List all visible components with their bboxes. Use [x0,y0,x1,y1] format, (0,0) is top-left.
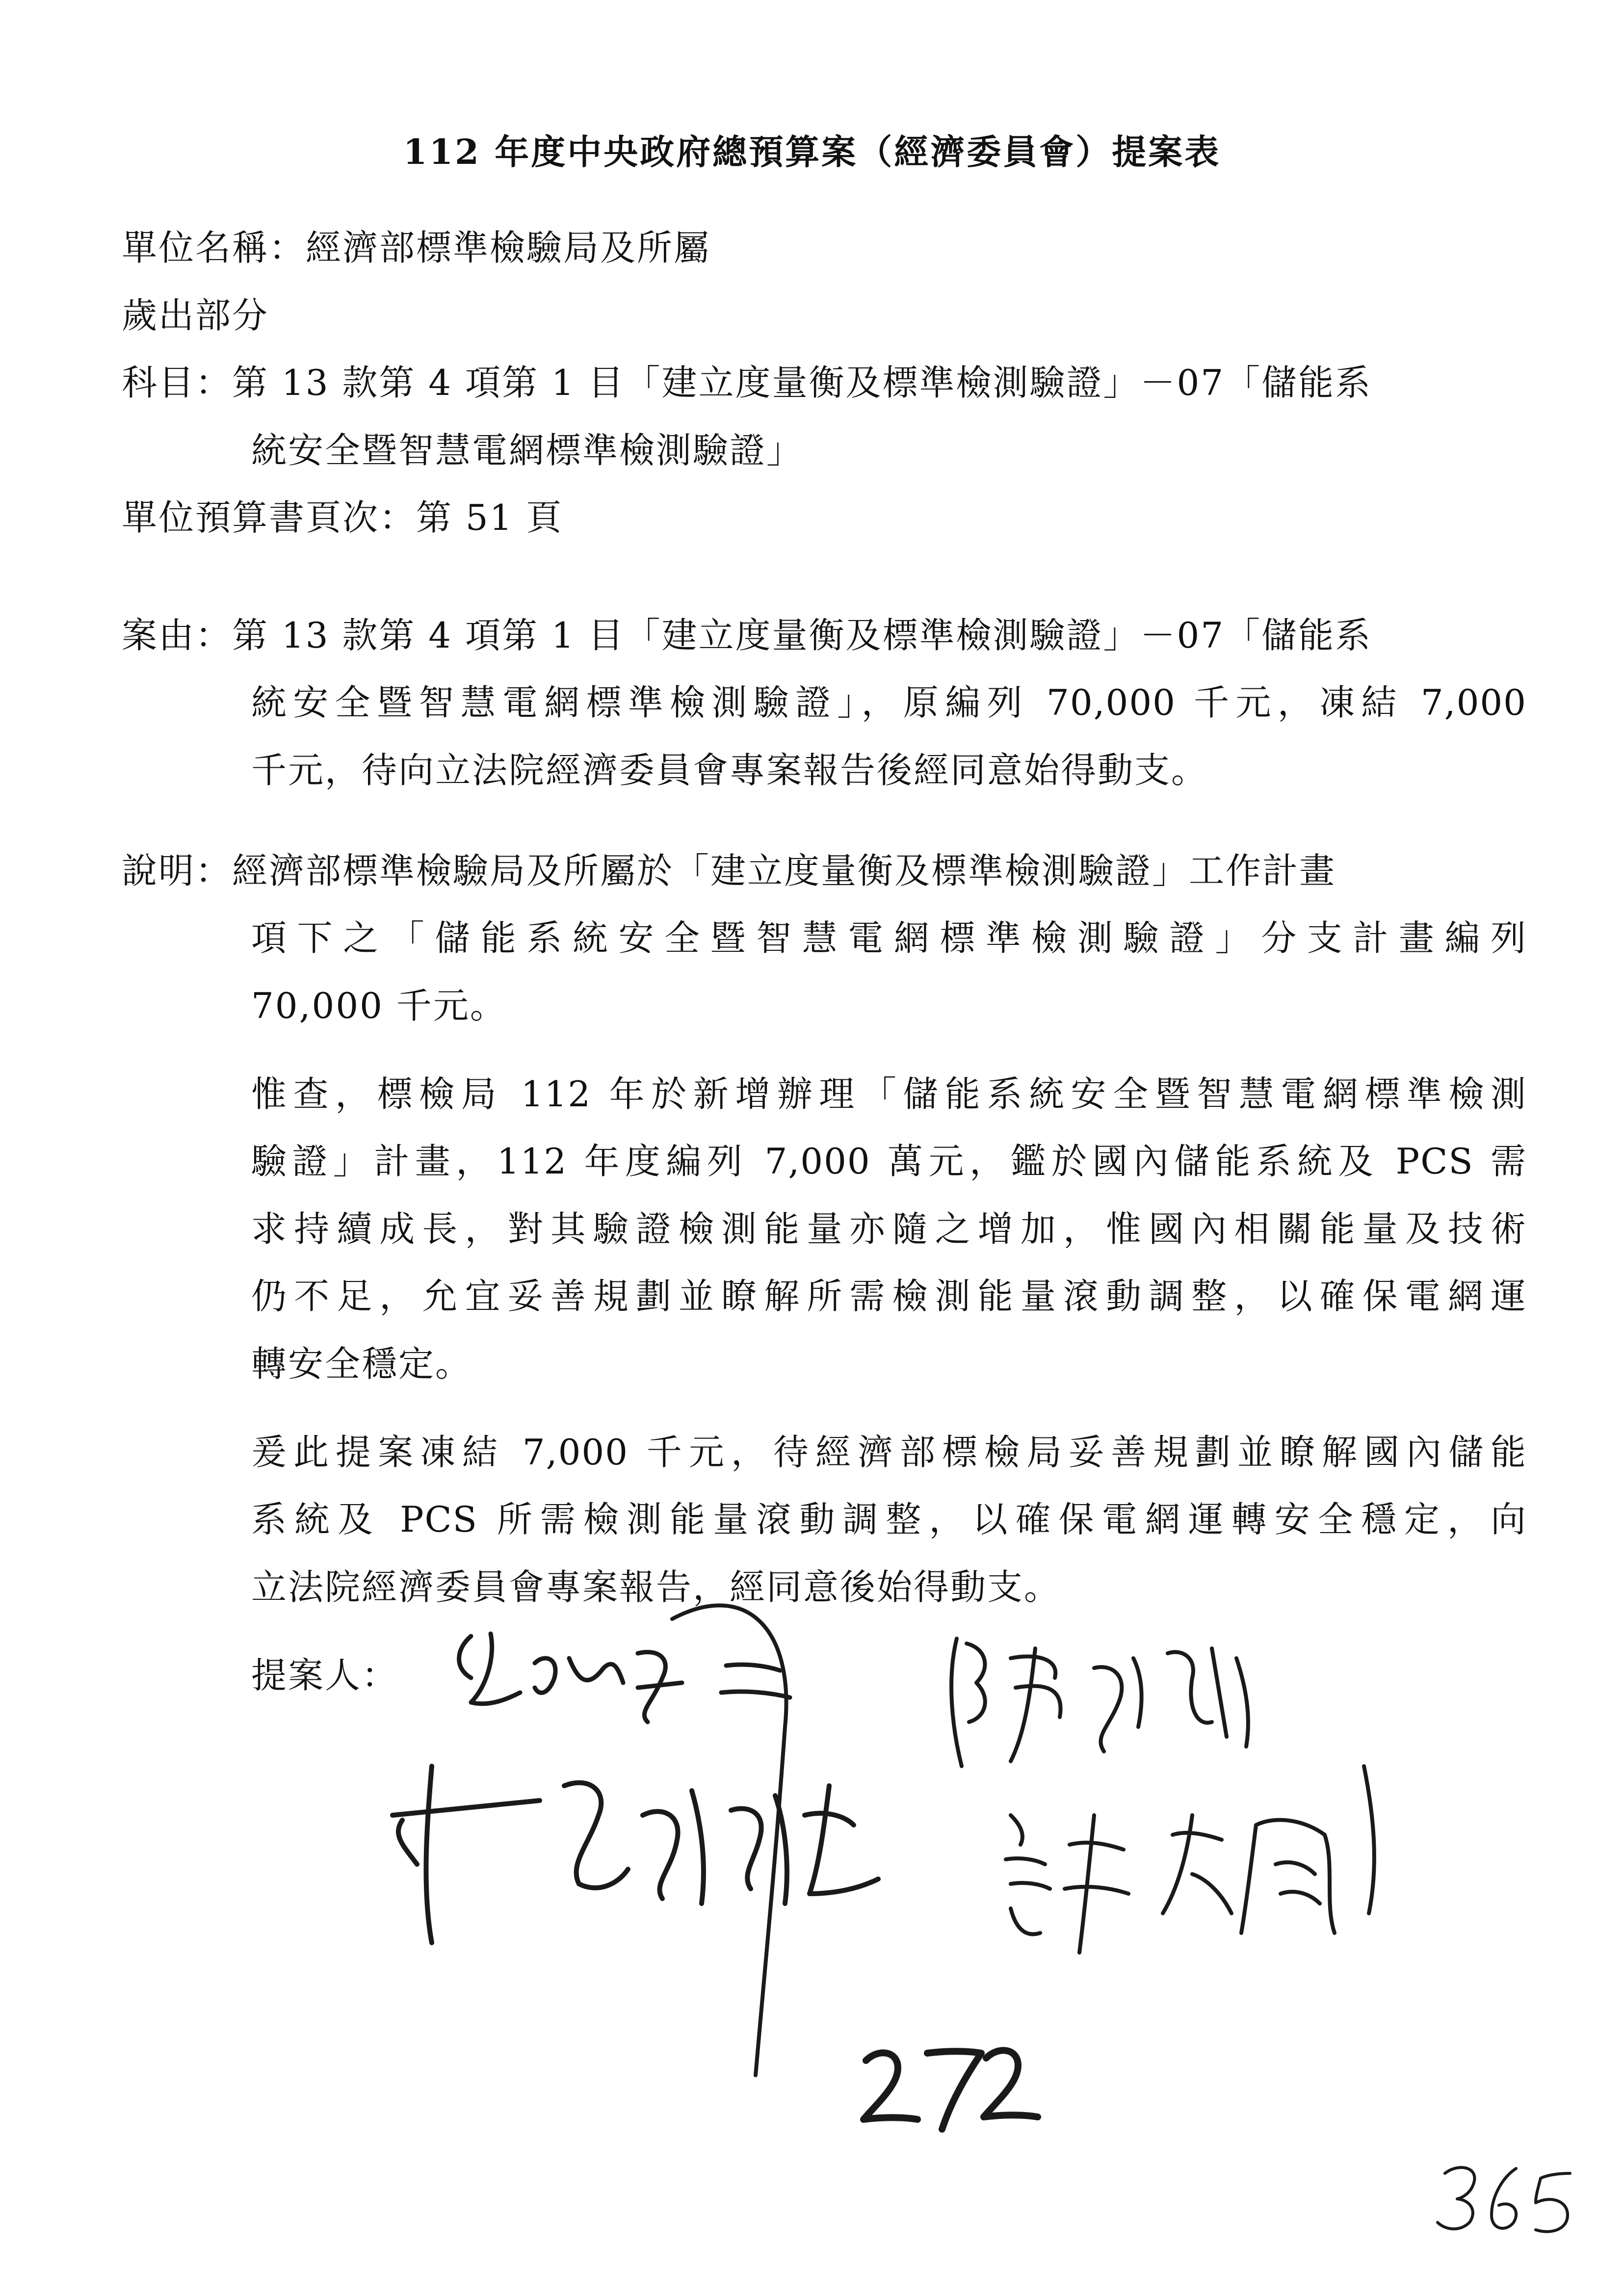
document-title: 112 年度中央政府總預算案（經濟委員會）提案表 [403,131,1221,172]
reason-line-2: 統安全暨智慧電網標準檢測驗證」，原編列 70,000 千元，凍結 7,000 [251,682,1527,723]
para2-line-4: 仍不足，允宜妥善規劃並瞭解所需檢測能量滾動調整，以確保電網運 [251,1276,1527,1317]
para2-line-5: 轉安全穩定。 [251,1343,472,1384]
explain-line-3: 70,000 千元。 [251,985,507,1026]
subject-line-1: 科目：第 13 款第 4 項第 1 目「建立度量衡及標準檢測驗證」－07「儲能系 [122,362,1372,403]
para3-line-1: 爰此提案凍結 7,000 千元，待經濟部標檢局妥善規劃並瞭解國內儲能 [251,1432,1527,1473]
reason-line-1: 案由：第 13 款第 4 項第 1 目「建立度量衡及標準檢測驗證」－07「儲能系 [122,615,1372,656]
signature-2 [951,1639,1248,1766]
subject-line-2: 統安全暨智慧電網標準檢測驗證」 [251,430,804,471]
para2-line-1: 惟查，標檢局 112 年於新增辦理「儲能系統安全暨智慧電網標準檢測 [251,1073,1527,1115]
explain-line-2: 項下之「儲能系統安全暨智慧電網標準檢測驗證」分支計畫編列 [251,917,1527,959]
section-label: 歲出部分 [122,295,269,336]
signature-3 [393,1766,878,1943]
para3-line-2: 系統及 PCS 所需檢測能量滾動調整，以確保電網運轉安全穩定，向 [251,1499,1527,1540]
explain-line-1: 說明：經濟部標準檢驗局及所屬於「建立度量衡及標準檢測驗證」工作計畫 [122,850,1336,891]
para2-line-2: 驗證」計畫，112 年度編列 7,000 萬元，鑑於國內儲能系統及 PCS 需 [251,1141,1527,1182]
proposer-label: 提案人： [251,1655,399,1696]
signature-1 [459,1605,790,2075]
para3-line-3: 立法院經濟委員會專案報告，經同意後始得動支。 [251,1566,1061,1608]
para2-line-3: 求持續成長，對其驗證檢測能量亦隨之增加，惟國內相關能量及技術 [251,1208,1527,1250]
budget-page-ref: 單位預算書頁次：第 51 頁 [122,497,563,538]
signature-4 [1006,1766,1374,1953]
unit-name: 單位名稱：經濟部標準檢驗局及所屬 [122,227,711,268]
reason-line-3: 千元，待向立法院經濟委員會專案報告後經同意始得動支。 [251,750,1208,791]
